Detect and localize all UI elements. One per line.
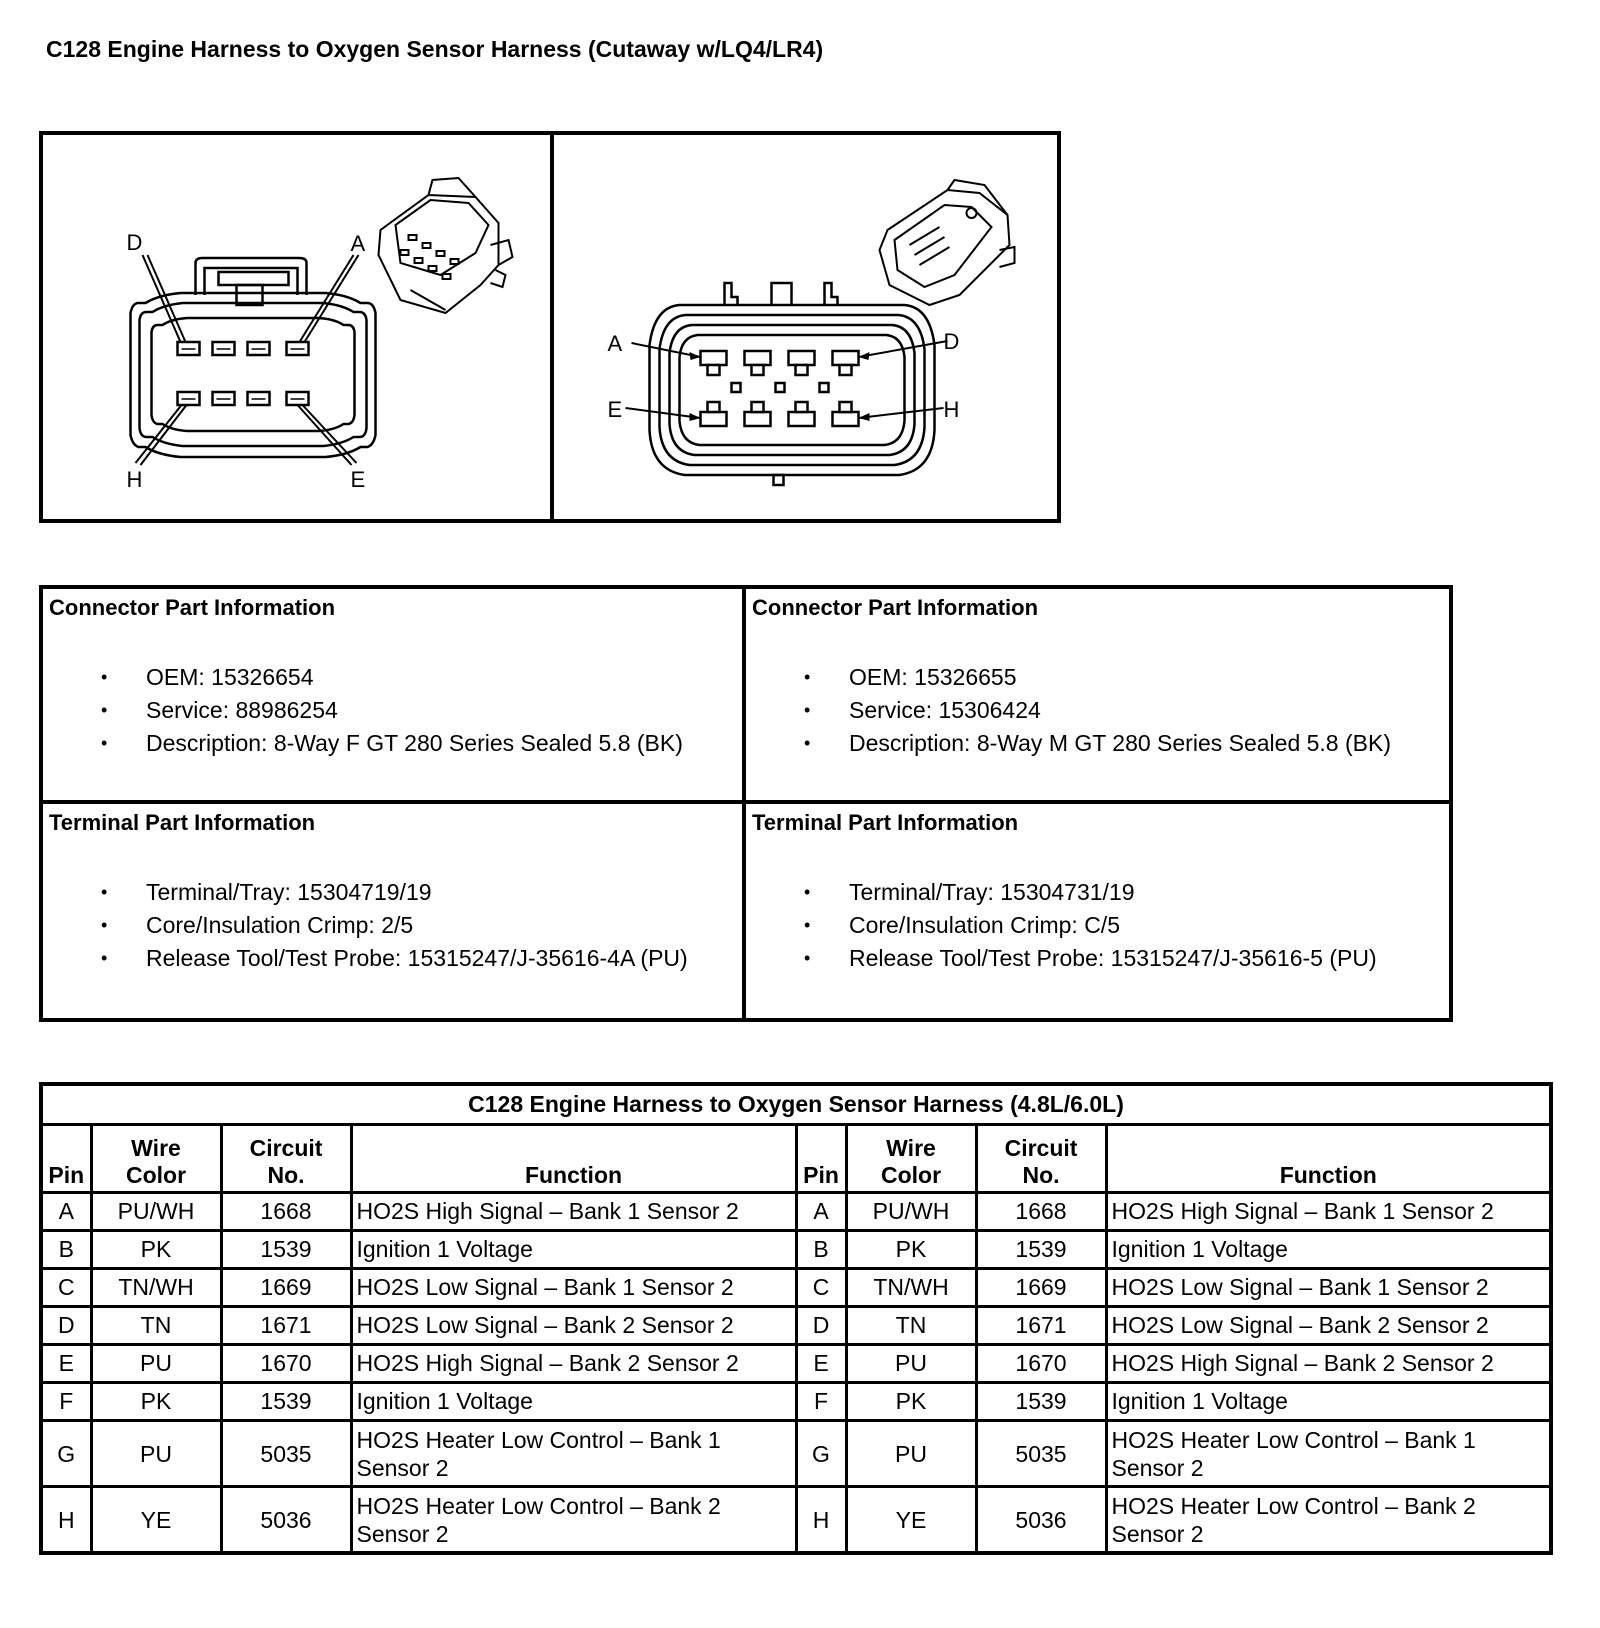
pin-label-a: A	[607, 331, 623, 356]
bullet-icon: •	[804, 700, 811, 720]
section-heading: Terminal Part Information	[752, 809, 1019, 835]
pin-cell: F	[796, 1383, 846, 1421]
section-heading: Connector Part Information	[752, 595, 1039, 620]
oem-value: OEM: 15326654	[146, 664, 314, 690]
list-item	[49, 661, 742, 694]
circuit-cell: 5036	[976, 1487, 1106, 1554]
header-wire-color: Wire Color	[91, 1125, 221, 1193]
male-terminal-part-info	[746, 804, 1449, 1019]
description-value: Description: 8-Way M GT 280 Series Sealed 5.8 (BK)	[849, 730, 1391, 756]
info-list	[752, 661, 1449, 760]
release-tool-value: Release Tool/Test Probe: 15315247/J-35616-5 (PU)	[849, 944, 1377, 971]
list-item	[49, 909, 742, 942]
circuit-cell: 1668	[221, 1193, 351, 1231]
header-wire-color: Wire Color	[846, 1125, 976, 1193]
function-cell: HO2S Low Signal – Bank 1 Sensor 2	[1106, 1269, 1551, 1307]
wire-color-cell: TN/WH	[91, 1269, 221, 1307]
wire-color-cell: TN	[846, 1307, 976, 1345]
wire-color-cell: PU	[846, 1345, 976, 1383]
function-cell: HO2S Heater Low Control – Bank 1 Sensor 2	[1106, 1421, 1551, 1487]
service-value: Service: 15306424	[849, 697, 1041, 723]
function-cell: HO2S Low Signal – Bank 1 Sensor 2	[351, 1269, 796, 1307]
pin-cell: C	[41, 1269, 91, 1307]
pinout-table	[39, 1082, 1553, 1555]
pin-cell: E	[41, 1345, 91, 1383]
pin-cell: D	[41, 1307, 91, 1345]
male-connector-diagram	[550, 135, 1057, 519]
wire-color-cell: PU	[91, 1345, 221, 1383]
wire-color-cell: PU	[846, 1421, 976, 1487]
female-connector-part-info	[43, 589, 746, 804]
wire-color-cell: PU/WH	[91, 1193, 221, 1231]
circuit-cell: 1539	[221, 1383, 351, 1421]
list-item	[752, 942, 1449, 975]
bullet-icon: •	[101, 947, 108, 968]
wire-color-cell: PU/WH	[846, 1193, 976, 1231]
pin-cell: B	[41, 1231, 91, 1269]
pin-cell: A	[41, 1193, 91, 1231]
table-caption: C128 Engine Harness to Oxygen Sensor Harness (4.8L/6.0L)	[41, 1084, 1551, 1125]
bullet-icon: •	[101, 700, 108, 720]
header-function: Function	[351, 1125, 796, 1193]
wire-color-cell: PK	[846, 1383, 976, 1421]
circuit-cell: 1670	[976, 1345, 1106, 1383]
page-title: C128 Engine Harness to Oxygen Sensor Harness (Cutaway w/LQ4/LR4)	[46, 36, 824, 62]
table-row	[41, 1421, 1551, 1487]
header-circuit-no: Circuit No.	[976, 1125, 1106, 1193]
bullet-icon: •	[804, 667, 811, 687]
wire-color-cell: TN/WH	[846, 1269, 976, 1307]
pin-label-d: D	[943, 329, 960, 354]
pin-cell: F	[41, 1383, 91, 1421]
connector-diagrams	[39, 131, 1061, 523]
release-tool-value: Release Tool/Test Probe: 15315247/J-35616-4A (PU)	[146, 944, 688, 971]
section-heading: Terminal Part Information	[49, 809, 316, 835]
pin-label-d: D	[126, 230, 143, 255]
crimp-value: Core/Insulation Crimp: 2/5	[146, 911, 414, 938]
pin-label-e: E	[350, 467, 366, 492]
part-information-grid	[39, 585, 1453, 1022]
table-row	[41, 1345, 1551, 1383]
list-item	[752, 727, 1449, 760]
table-row	[41, 1193, 1551, 1231]
wire-color-cell: PK	[91, 1383, 221, 1421]
circuit-cell: 1668	[976, 1193, 1106, 1231]
bullet-icon: •	[101, 881, 108, 902]
circuit-cell: 1669	[221, 1269, 351, 1307]
female-connector-icon	[379, 178, 513, 313]
pin-label-a: A	[350, 231, 366, 256]
pin-cell: G	[41, 1421, 91, 1487]
function-cell: HO2S High Signal – Bank 2 Sensor 2	[351, 1345, 796, 1383]
function-cell: HO2S Low Signal – Bank 2 Sensor 2	[1106, 1307, 1551, 1345]
circuit-cell: 5035	[976, 1421, 1106, 1487]
function-cell: HO2S Heater Low Control – Bank 2 Sensor 2	[351, 1487, 796, 1554]
header-pin: Pin	[41, 1125, 91, 1193]
circuit-cell: 1539	[221, 1231, 351, 1269]
bullet-icon: •	[804, 947, 811, 968]
bullet-icon: •	[804, 914, 811, 935]
function-cell: Ignition 1 Voltage	[1106, 1383, 1551, 1421]
list-item	[49, 694, 742, 727]
terminal-tray-value: Terminal/Tray: 15304731/19	[849, 878, 1135, 905]
function-cell: Ignition 1 Voltage	[351, 1383, 796, 1421]
wire-color-cell: YE	[91, 1487, 221, 1554]
pin-cell: G	[796, 1421, 846, 1487]
function-cell: HO2S High Signal – Bank 2 Sensor 2	[1106, 1345, 1551, 1383]
list-item	[49, 876, 742, 909]
pin-label-e: E	[607, 397, 623, 422]
info-list	[49, 661, 742, 760]
wire-color-cell: PK	[846, 1231, 976, 1269]
wire-color-cell: PK	[91, 1231, 221, 1269]
pin-cell: E	[796, 1345, 846, 1383]
bullet-icon: •	[101, 914, 108, 935]
bullet-icon: •	[804, 733, 811, 753]
pin-label-h: H	[126, 467, 143, 492]
list-item	[752, 694, 1449, 727]
function-cell: Ignition 1 Voltage	[351, 1231, 796, 1269]
circuit-cell: 1671	[976, 1307, 1106, 1345]
bullet-icon: •	[804, 881, 811, 902]
table-row	[41, 1231, 1551, 1269]
description-value: Description: 8-Way F GT 280 Series Sealed 5.8 (BK)	[146, 730, 683, 756]
header-function: Function	[1106, 1125, 1551, 1193]
circuit-cell: 1539	[976, 1383, 1106, 1421]
wire-color-cell: TN	[91, 1307, 221, 1345]
function-cell: HO2S High Signal – Bank 1 Sensor 2	[1106, 1193, 1551, 1231]
table-row	[41, 1487, 1551, 1554]
header-circuit-no: Circuit No.	[221, 1125, 351, 1193]
wire-color-cell: YE	[846, 1487, 976, 1554]
list-item	[49, 942, 742, 975]
service-value: Service: 88986254	[146, 697, 338, 723]
pin-cell: A	[796, 1193, 846, 1231]
female-connector-face	[43, 135, 550, 519]
list-item	[49, 727, 742, 760]
pin-cell: B	[796, 1231, 846, 1269]
pin-cell: H	[796, 1487, 846, 1554]
table-row	[41, 1383, 1551, 1421]
female-terminal-part-info	[43, 804, 746, 1019]
function-cell: HO2S Heater Low Control – Bank 2 Sensor 2	[1106, 1487, 1551, 1554]
wire-color-cell: PU	[91, 1421, 221, 1487]
male-connector-face	[554, 135, 1057, 519]
list-item	[752, 909, 1449, 942]
pin-cell: D	[796, 1307, 846, 1345]
pin-label-h: H	[943, 397, 960, 422]
oem-value: OEM: 15326655	[849, 664, 1017, 690]
terminal-tray-value: Terminal/Tray: 15304719/19	[146, 878, 432, 905]
circuit-cell: 5035	[221, 1421, 351, 1487]
function-cell: HO2S High Signal – Bank 1 Sensor 2	[351, 1193, 796, 1231]
circuit-cell: 1539	[976, 1231, 1106, 1269]
info-list	[752, 876, 1449, 975]
female-connector-diagram	[43, 135, 550, 519]
list-item	[752, 876, 1449, 909]
header-pin: Pin	[796, 1125, 846, 1193]
circuit-cell: 1669	[976, 1269, 1106, 1307]
function-cell: HO2S Heater Low Control – Bank 1 Sensor 2	[351, 1421, 796, 1487]
bullet-icon: •	[101, 733, 108, 753]
function-cell: Ignition 1 Voltage	[1106, 1231, 1551, 1269]
section-heading: Connector Part Information	[49, 595, 336, 620]
table-row	[41, 1269, 1551, 1307]
male-connector-icon	[880, 180, 1015, 305]
pin-cell: H	[41, 1487, 91, 1554]
list-item	[752, 661, 1449, 694]
circuit-cell: 5036	[221, 1487, 351, 1554]
table-row	[41, 1307, 1551, 1345]
crimp-value: Core/Insulation Crimp: C/5	[849, 911, 1120, 938]
info-list	[49, 876, 742, 975]
pin-cell: C	[796, 1269, 846, 1307]
circuit-cell: 1671	[221, 1307, 351, 1345]
circuit-cell: 1670	[221, 1345, 351, 1383]
male-connector-part-info	[746, 589, 1449, 804]
function-cell: HO2S Low Signal – Bank 2 Sensor 2	[351, 1307, 796, 1345]
bullet-icon: •	[101, 667, 108, 687]
